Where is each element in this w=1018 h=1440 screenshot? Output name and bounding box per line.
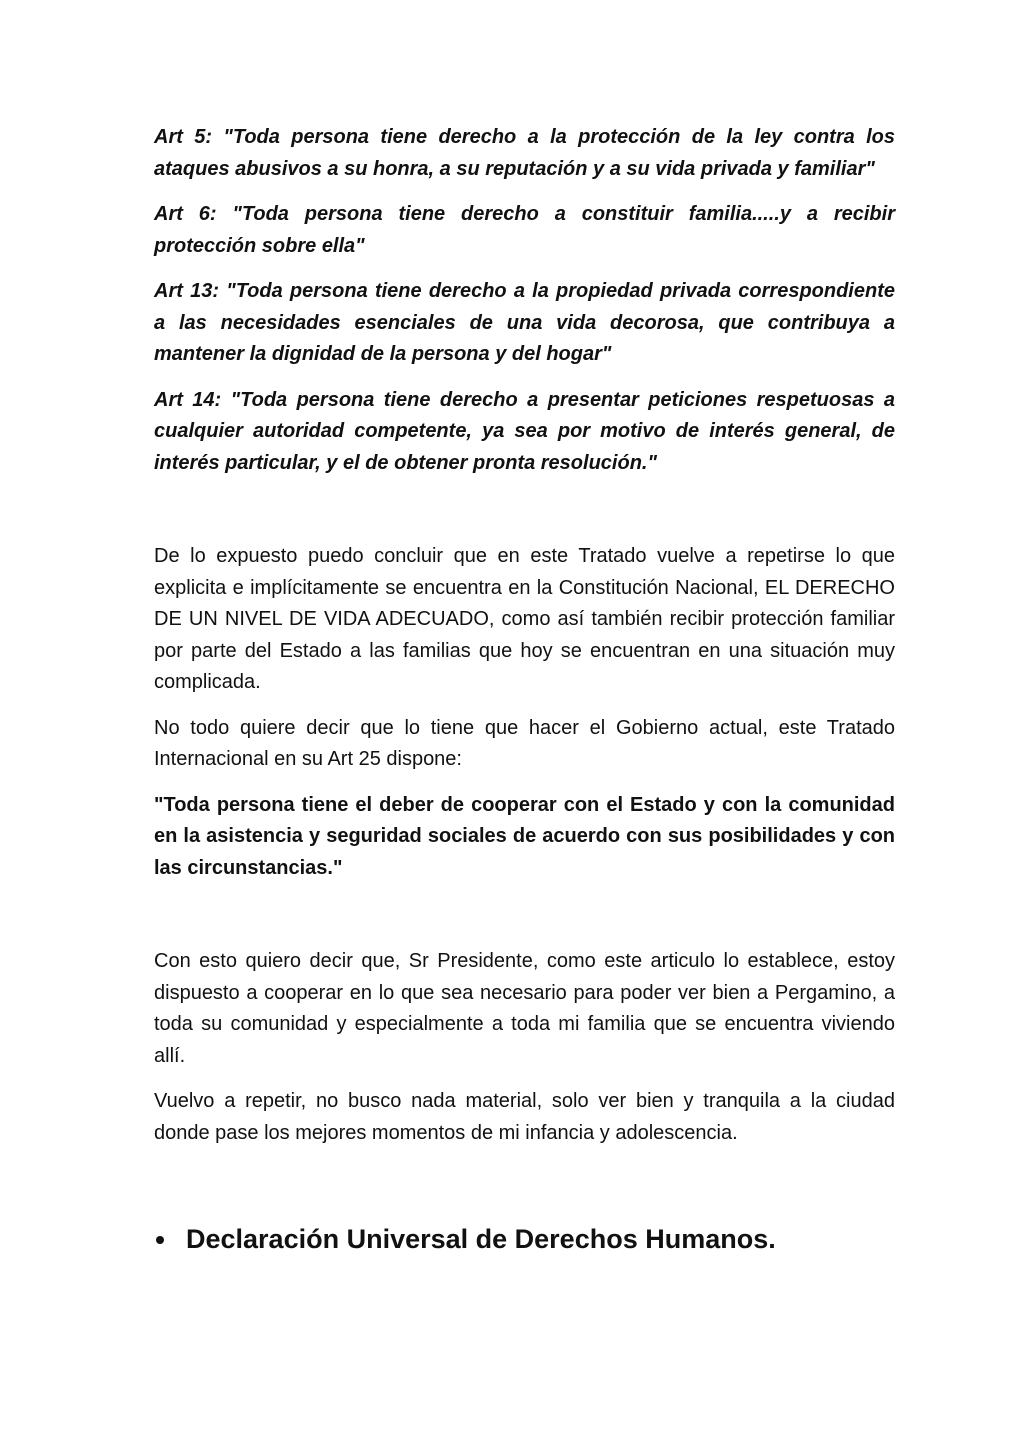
- section-heading: [154, 1221, 895, 1257]
- spacer: [154, 898, 895, 946]
- paragraph-closing: Vuelvo a repetir, no busco nada material, solo ver bien y tranquila a la ciudad donde pase los mejores momentos de mi infancia y adolescencia.: [154, 1090, 895, 1144]
- article-6: Art 6: "Toda persona tiene derecho a constituir familia.....y a recibir protección sobre ella": [154, 203, 895, 257]
- paragraph-art-25-intro: No todo quiere decir que lo tiene que hacer el Gobierno actual, este Tratado Internacional en su Art 25 dispone:: [154, 716, 895, 770]
- section-heading-text: Declaración Universal de Derechos Humanos.: [186, 1224, 776, 1254]
- paragraph-conclusion: De lo expuesto puedo concluir que en este Tratado vuelve a repetirse lo que explicita e implícitamente se encuentra en la Constitución Nacional, EL DERECHO DE UN NIVEL DE VIDA ADECUADO, como así también recibir protección familiar por parte del Estado a las familias que hoy se encuentran en una situación muy complicada.: [154, 545, 895, 693]
- bullet-icon: [156, 1236, 164, 1244]
- article-14: Art 14: "Toda persona tiene derecho a presentar peticiones respetuosas a cualquier autoridad competente, ya sea por motivo de interés general, de interés particular, y el de obtener pronta resolución.": [154, 388, 895, 474]
- document-page: [154, 122, 895, 1257]
- paragraph-cooperation: Con esto quiero decir que, Sr Presidente, como este articulo lo establece, estoy dispuesto a cooperar en lo que sea necesario para poder ver bien a Pergamino, a toda su comunidad y especialmente a toda mi familia que se encuentra viviendo allí.: [154, 950, 895, 1067]
- article-13: Art 13: "Toda persona tiene derecho a la propiedad privada correspondiente a las necesidades esenciales de una vida decorosa, que contribuya a mantener la dignidad de la persona y del hogar": [154, 280, 895, 365]
- article-5: Art 5: "Toda persona tiene derecho a la protección de la ley contra los ataques abusivos a su honra, a su reputación y a su vida privada y familiar": [154, 126, 895, 180]
- spacer: [154, 493, 895, 541]
- spacer: [154, 1163, 895, 1221]
- quote-art-25: "Toda persona tiene el deber de cooperar con el Estado y con la comunidad en la asistencia y seguridad sociales de acuerdo con sus posibilidades y con las circunstancias.": [154, 793, 895, 879]
